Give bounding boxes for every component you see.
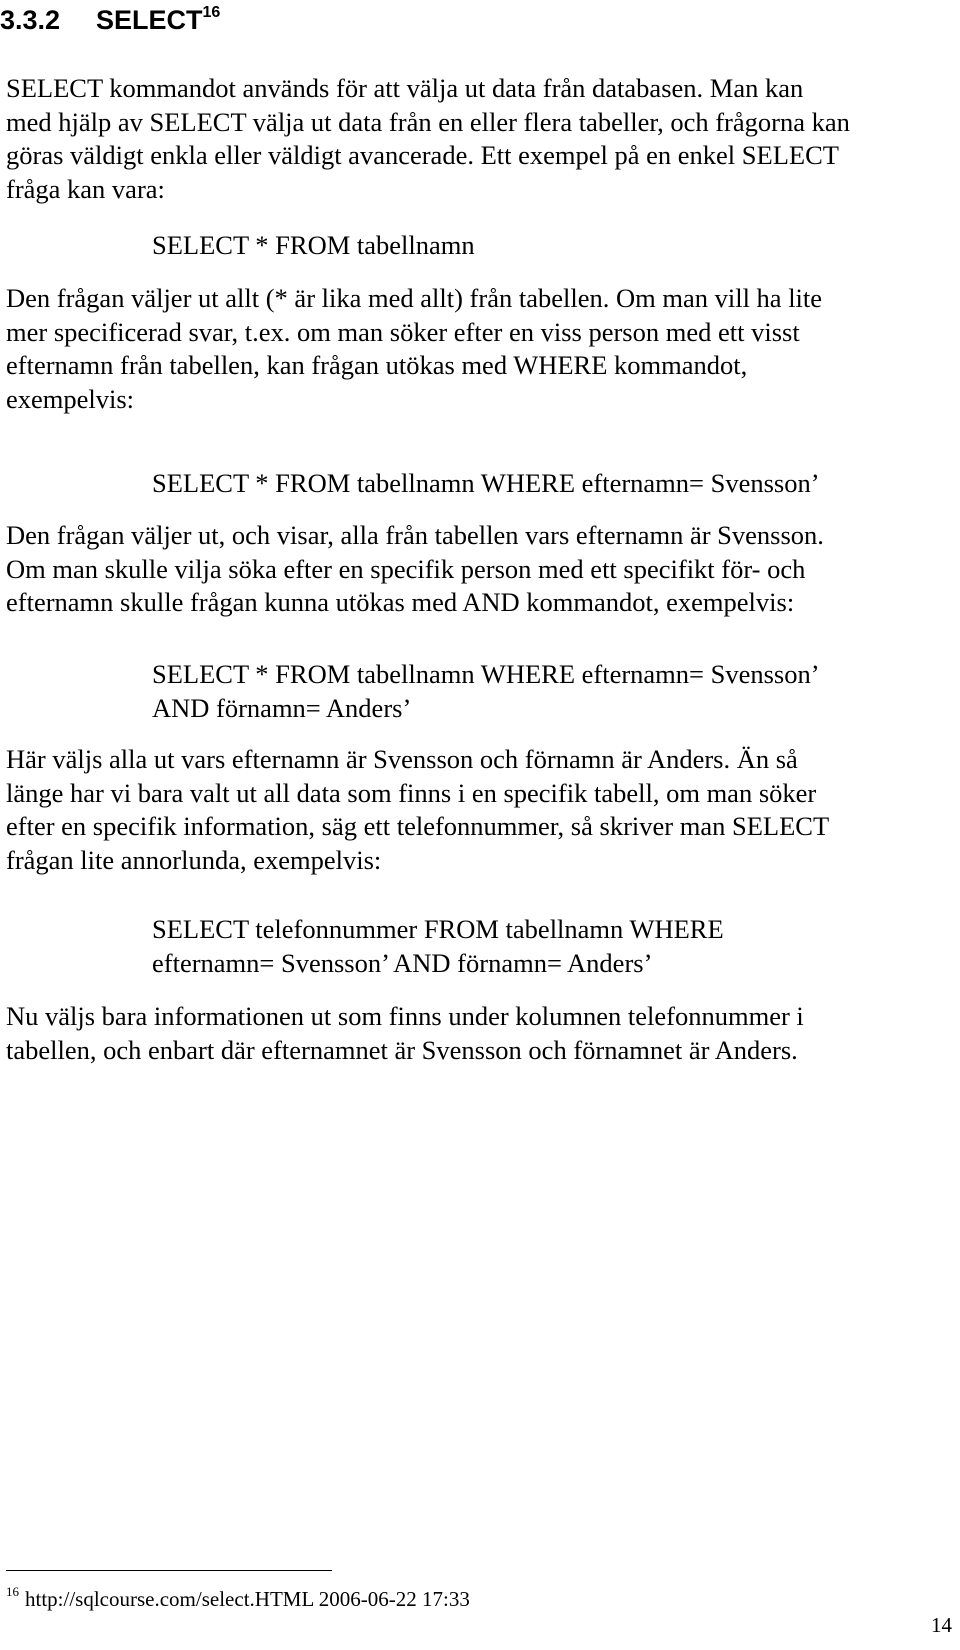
code-line: AND förnamn= Anders’	[152, 692, 412, 723]
code-line: SELECT * FROM tabellnamn	[152, 230, 475, 260]
paragraph-where	[6, 282, 954, 416]
code-example-where	[152, 467, 820, 501]
text-line: Nu väljs bara informationen ut som finns under kolumnen telefonnummer i	[6, 1001, 804, 1031]
text-line: efternamn skulle frågan kunna utökas med AND kommandot, exempelvis:	[6, 587, 795, 617]
footnote-number: 16	[6, 1584, 19, 1599]
section-title: SELECT	[96, 5, 203, 35]
text-line: Den frågan väljer ut allt (* är lika med allt) från tabellen. Om man vill ha lite	[6, 283, 823, 313]
text-line: Här väljs alla ut vars efternamn är Svensson och förnamn är Anders. Än så	[6, 744, 798, 774]
footnote-reference: 16	[202, 4, 221, 21]
text-line: exempelvis:	[6, 383, 135, 414]
code-example-basic	[152, 229, 475, 263]
paragraph-and	[6, 519, 954, 620]
text-line: mer specificerad svar, t.ex. om man söker efter en viss person med ett visst	[6, 316, 800, 347]
text-line: frågan lite annorlunda, exempelvis:	[6, 844, 382, 875]
page-number: 14	[931, 1613, 952, 1637]
text-line: med hjälp av SELECT välja ut data från en eller flera tabeller, och frågorna kan	[6, 106, 850, 137]
code-example-column	[152, 913, 724, 980]
footnote-text: http://sqlcourse.com/select.HTML 2006-06-22 17:33	[25, 1587, 470, 1611]
footnote-divider	[6, 1570, 332, 1571]
code-line: SELECT * FROM tabellnamn WHERE efternamn= Svensson’	[152, 659, 820, 689]
text-line: tabellen, och enbart där efternamnet är Svensson och förnamnet är Anders.	[6, 1034, 798, 1065]
text-line: fråga kan vara:	[6, 173, 165, 204]
text-line: göras väldigt enkla eller väldigt avancerade. Ett exempel på en enkel SELECT	[6, 140, 839, 170]
paragraph-result	[6, 1000, 954, 1067]
text-line: SELECT kommandot används för att välja ut data från databasen. Man kan	[6, 73, 804, 103]
code-line: SELECT telefonnummer FROM tabellnamn WHERE	[152, 914, 724, 944]
text-line: länge har vi bara valt ut all data som finns i en specifik tabell, om man söker	[6, 777, 817, 808]
paragraph-specific	[6, 743, 954, 877]
text-line: Den frågan väljer ut, och visar, alla från tabellen vars efternamn är Svensson.	[6, 520, 824, 550]
code-example-and	[152, 658, 820, 725]
paragraph-intro	[6, 72, 954, 206]
section-number: 3.3.2	[0, 5, 61, 35]
text-line: efter en specifik information, säg ett telefonnummer, så skriver man SELECT	[6, 811, 830, 841]
code-line: SELECT * FROM tabellnamn WHERE efternamn= Svensson’	[152, 468, 820, 498]
text-line: efternamn från tabellen, kan frågan utökas med WHERE kommandot,	[6, 350, 748, 380]
footnote	[6, 1586, 470, 1612]
text-line: Om man skulle vilja söka efter en specifik person med ett specifikt för- och	[6, 553, 806, 584]
code-line: efternamn= Svensson’ AND förnamn= Anders’	[152, 947, 653, 978]
section-heading	[0, 4, 220, 36]
